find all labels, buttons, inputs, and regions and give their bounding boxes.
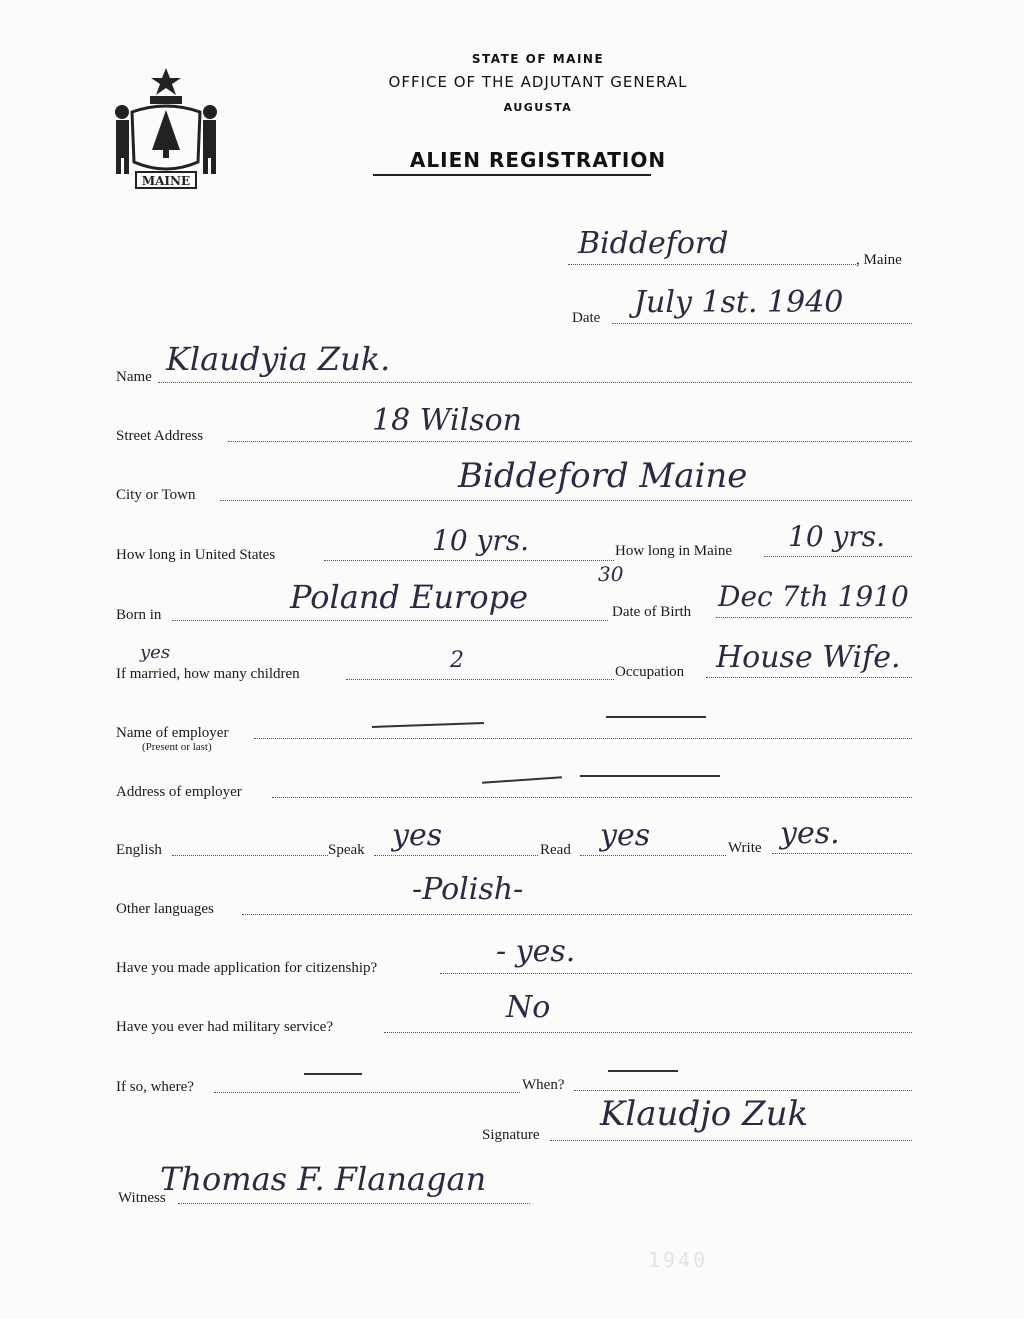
name-line [158,382,912,383]
employer-label: Name of employer [116,725,229,741]
occupation-label: Occupation [615,664,685,680]
read-value: yes [600,818,651,853]
where-dash [304,1073,362,1075]
name-label: Name [116,369,152,385]
city-value: Biddeford Maine [458,456,748,496]
date-label: Date [572,310,601,326]
street-line [228,441,912,442]
employer-line [254,738,912,739]
born-label: Born in [116,607,162,623]
received-stamp: 1940 [648,1248,709,1272]
citizenship-value: - yes. [496,934,576,969]
maine-time-value: 10 yrs. [788,520,886,553]
street-label: Street Address [116,428,204,444]
header-state: STATE OF MAINE [471,52,605,66]
maine-time-label: How long in Maine [615,543,733,559]
dob-value: Dec 7th 1910 [718,580,909,613]
street-value: 18 Wilson [372,403,522,438]
employer-address-dash-1 [482,776,562,783]
occupation-line [706,677,912,678]
employer-address-label: Address of employer [116,784,242,800]
date-value: July 1st. 1940 [634,285,844,320]
other-languages-value: -Polish- [412,872,524,907]
witness-label: Witness [118,1190,166,1206]
when-line [574,1090,912,1091]
us-time-value: 10 yrs. [432,524,530,557]
city-line [220,500,912,501]
witness-value: Thomas F. Flanagan [160,1160,487,1198]
signature-label: Signature [482,1127,540,1143]
write-label: Write [728,840,762,856]
signature-line [550,1140,912,1141]
born-value: Poland Europe [290,578,529,616]
occupation-value: House Wife. [716,640,901,675]
us-time-label: How long in United States [116,547,276,563]
speak-label: Speak [328,842,365,858]
children-value: 2 [450,648,464,673]
age-note: 30 [598,562,624,586]
military-value: No [506,990,551,1025]
signature-value: Klaudjo Zuk [600,1094,809,1134]
us-time-line [324,560,614,561]
other-languages-line [242,914,912,915]
employer-sublabel: (Present or last) [142,741,212,753]
speak-value: yes [392,818,443,853]
english-label: English [116,842,162,858]
dob-label: Date of Birth [612,604,692,620]
employer-dash-1 [372,722,484,727]
born-line [172,620,608,621]
witness-line [178,1203,530,1204]
employer-dash-2 [606,716,706,718]
city-label: City or Town [116,487,196,503]
place-line [568,264,856,265]
married-label: If married, how many children [116,666,300,682]
seal-text: MAINE [141,174,191,188]
write-line [772,853,912,854]
title-underline [373,174,651,176]
military-label: Have you ever had military service? [116,1019,333,1035]
citizenship-label: Have you made application for citizenship? [116,960,378,976]
where-label: If so, where? [116,1079,194,1095]
place-value: Biddeford [578,226,729,261]
other-languages-label: Other languages [116,901,214,917]
employer-address-dash-2 [580,775,720,777]
read-line [580,855,726,856]
employer-address-line [272,797,912,798]
dob-line [716,617,912,618]
married-line [346,679,614,680]
citizenship-line [440,973,912,974]
maine-time-line [764,556,912,557]
when-label: When? [522,1077,565,1093]
header-city: AUGUSTA [503,101,573,114]
when-dash [608,1070,678,1072]
name-value: Klaudyia Zuk. [166,340,391,378]
english-line [172,855,328,856]
read-label: Read [540,842,571,858]
date-line [612,323,912,324]
military-line [384,1032,912,1033]
header-office: OFFICE OF THE ADJUTANT GENERAL [388,73,688,91]
where-line [214,1092,520,1093]
form-title: ALIEN REGISTRATION [409,148,667,172]
speak-line [374,855,538,856]
married-note: yes [140,642,171,663]
write-value: yes. [780,816,840,851]
place-suffix: , Maine [856,252,902,268]
